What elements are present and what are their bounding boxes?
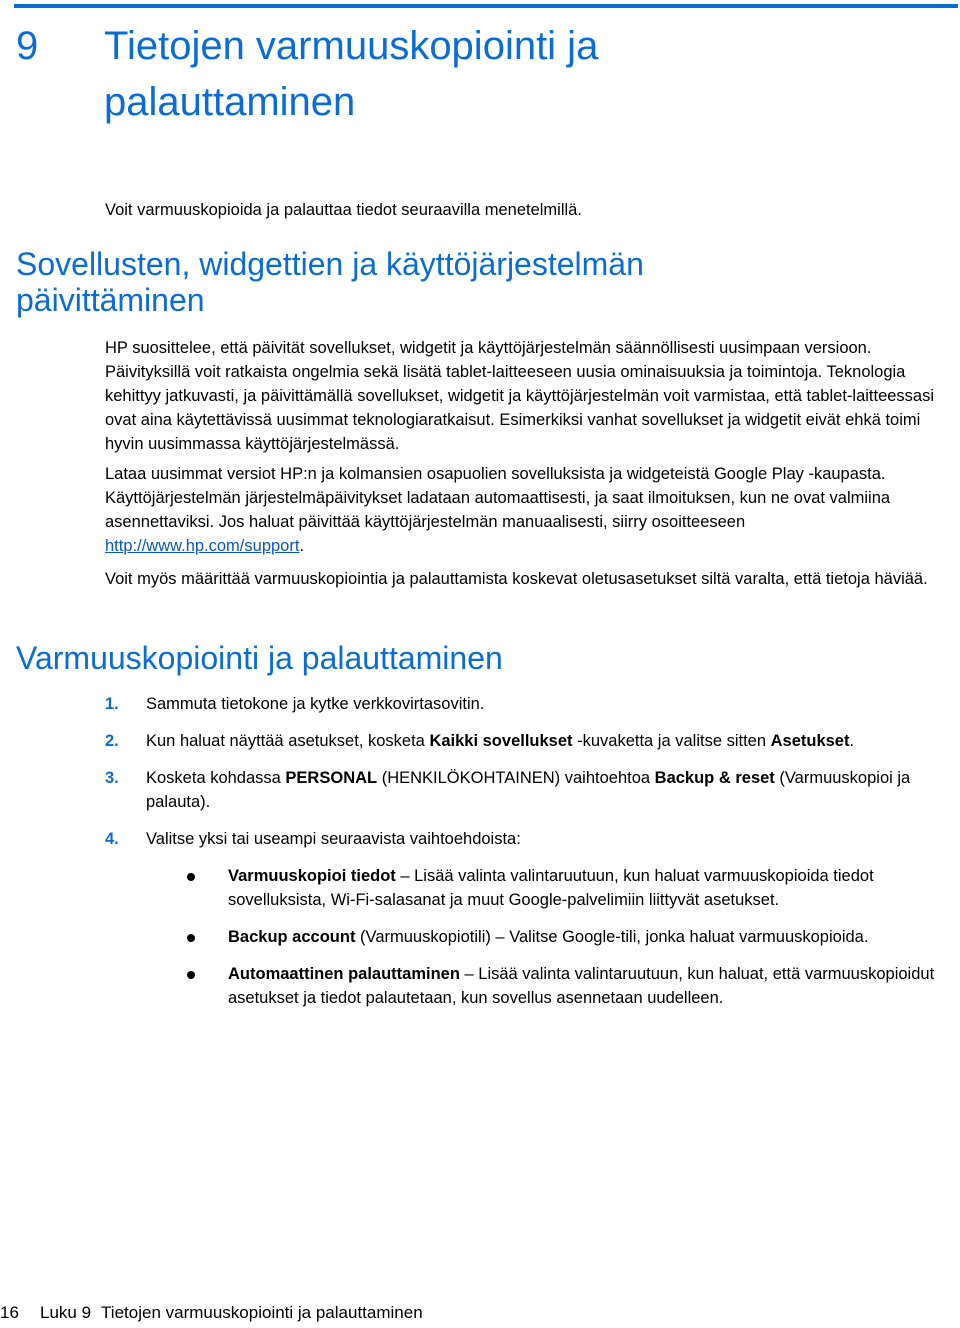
paragraph-updates: HP suosittelee, että päivität sovellukset, widgetit ja käyttöjärjestelmän säännöllisesti uusimpaan versioon. Päivityksillä voit ratkaista ongelmia sekä lisätä tablet-laitteeseen uusia ominaisuuksia ja toimintoja. Teknologia kehittyy jatkuvasti, ja päivittämällä sovellukset, widgetit ja käyttöjärjestelmän voit varmistaa, että tablet-laitteessasi ovat aina käytettävissä uusimmat teknologiaratkaisut. Esimerkiksi vanhat sovellukset ja widgetit eivät ehkä toimi hyvin uusimmassa käyttöjärjestelmässä. xyxy=(105,339,935,453)
step-text: Kosketa kohdassa xyxy=(146,769,286,787)
section-heading-updates: Sovellusten, widgettien ja käyttöjärjestelmän päivittäminen xyxy=(16,246,644,318)
step-4 xyxy=(105,827,941,1010)
paragraph-defaults: Voit myös määrittää varmuuskopiointia ja palauttamista koskevat oletusasetukset siltä varalta, että tietoja häviää. xyxy=(105,570,928,588)
paragraph-download xyxy=(105,462,941,558)
step-text: Kun haluat näyttää asetukset, kosketa xyxy=(146,732,430,750)
step-bold-term: PERSONAL xyxy=(285,769,378,787)
step-text: . xyxy=(849,732,855,750)
support-link[interactable]: http://www.hp.com/support xyxy=(105,537,300,555)
step-number: 4. xyxy=(105,830,119,848)
step-text: -kuvaketta ja valitse sitten xyxy=(572,732,771,750)
option-text: (Varmuuskopiotili) – Valitse Google-tili, jonka haluat varmuuskopioida. xyxy=(355,928,869,946)
bullet-icon xyxy=(187,934,195,942)
option-text: – Lisää valinta valintaruutuun, kun haluat, että varmuuskopioidut asetukset ja tiedot palautetaan, kun sovellus asennetaan uudelleen. xyxy=(228,965,935,1007)
step-text: Sammuta tietokone ja kytke verkkovirtasovitin. xyxy=(146,695,485,713)
intro-text: Voit varmuuskopioida ja palauttaa tiedot seuraavilla menetelmillä. xyxy=(105,201,582,219)
section-heading-backup: Varmuuskopiointi ja palauttaminen xyxy=(16,640,503,676)
option-term: Varmuuskopioi tiedot xyxy=(228,867,396,885)
option-term: Backup account xyxy=(228,928,356,946)
step-number: 1. xyxy=(105,695,119,713)
step-text: Valitse yksi tai useampi seuraavista vaihtoehdoista: xyxy=(146,830,521,848)
step-text: (HENKILÖKOHTAINEN) vaihtoehtoa xyxy=(377,769,655,787)
option-backup-data xyxy=(187,864,941,912)
page-number: 16 xyxy=(0,1303,19,1322)
paragraph-download-text: Lataa uusimmat versiot HP:n ja kolmansien osapuolien sovelluksista ja widgeteistä Google Play -kaupasta. Käyttöjärjestelmän järjestelmäpäivitykset ladataan automaattisesti, ja saat ilmoituksen, kun ne ovat valmiina asennettaviksi. Jos haluat päivittää käyttöjärjestelmän manuaalisesti, siirry osoitteeseen xyxy=(105,465,891,531)
chapter-number: 9 xyxy=(16,24,39,68)
option-term: Automaattinen palauttaminen xyxy=(228,965,460,983)
step-bold-term: Kaikki sovellukset xyxy=(429,732,573,750)
step-bold-term: Asetukset xyxy=(770,732,850,750)
footer-chapter: Luku 9 xyxy=(40,1303,92,1322)
chapter-title: Tietojen varmuuskopiointi ja palauttaminen xyxy=(104,24,599,124)
bullet-icon xyxy=(187,971,195,979)
step-bold-term: Backup & reset xyxy=(654,769,775,787)
step-1 xyxy=(105,692,941,716)
step-text: (Varmuuskopioi ja palauta). xyxy=(146,769,911,811)
paragraph-download-end: . xyxy=(299,537,305,555)
step-3 xyxy=(105,766,941,814)
step-number: 2. xyxy=(105,732,119,750)
steps-list xyxy=(105,692,941,1023)
options-list xyxy=(146,864,941,1010)
chapter-rule xyxy=(14,4,958,8)
option-text: – Lisää valinta valintaruutuun, kun haluat varmuuskopioida tiedot sovelluksista, Wi-Fi-salasanat ja muut Google-palvelimiin liittyvät asetukset. xyxy=(228,867,874,909)
footer-title: Tietojen varmuuskopiointi ja palauttaminen xyxy=(101,1303,423,1322)
option-auto-restore xyxy=(187,962,941,1010)
step-number: 3. xyxy=(105,769,119,787)
option-backup-account xyxy=(187,925,941,949)
step-2 xyxy=(105,729,941,753)
page-footer xyxy=(0,1301,423,1325)
bullet-icon xyxy=(187,873,195,881)
